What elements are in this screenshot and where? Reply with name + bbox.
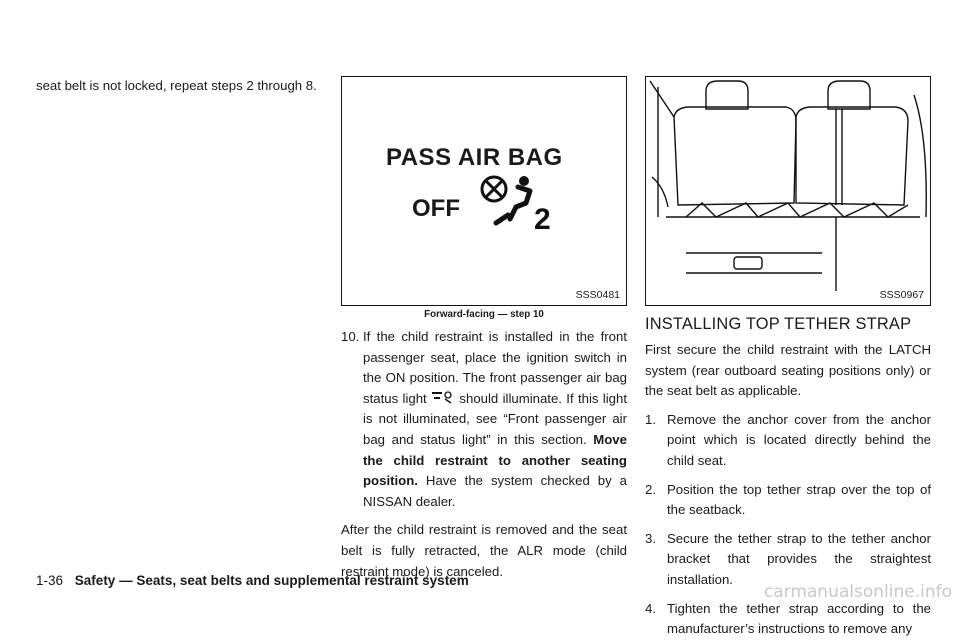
step-number: 1. <box>645 411 656 427</box>
step-number: 10. <box>341 329 360 344</box>
page-number: 1-36 <box>36 573 64 588</box>
step-text: Tighten the tether strap according to the manufacturer’s instructions to remove any <box>667 600 931 637</box>
figure-rear-seat-anchor <box>645 76 931 306</box>
figure-code: SSS0481 <box>575 289 620 301</box>
column-middle <box>341 327 627 582</box>
step-text: Remove the anchor cover from the anchor point which is located directly behind the child seat. <box>667 411 931 468</box>
step-1 <box>645 410 931 472</box>
step-4 <box>645 599 931 640</box>
step-text: should illuminate. If this light is not illuminated, see “Front passenger air bag and status light” in this section. <box>363 390 628 447</box>
paragraph-continuation: seat belt is not locked, repeat steps 2 through 8. <box>36 78 317 93</box>
figure-label-off: OFF <box>412 195 460 222</box>
figure-code: SSS0967 <box>879 289 924 301</box>
step-number: 3. <box>645 530 656 546</box>
step-warning: Move the child restraint to another seating position. <box>363 431 627 489</box>
step-text: Secure the tether strap to the tether anchor bracket that provides the straightest installation. <box>667 530 931 587</box>
step-10 <box>341 327 627 512</box>
footer-section-title: Safety — Seats, seat belts and supplemental restraint system <box>74 573 469 588</box>
svg-text:2: 2 <box>534 203 551 233</box>
step-2 <box>645 480 931 521</box>
passenger-airbag-status-light-icon <box>431 391 455 404</box>
column-left <box>36 0 322 97</box>
figure-pass-air-bag-off <box>341 76 627 306</box>
paragraph-alr-cancel: After the child restraint is removed and the seat belt is fully retracted, the ALR mode (child restraint mode) is canceled. <box>341 522 627 579</box>
step-text: Have the system checked by a NISSAN dealer. <box>363 473 627 509</box>
step-number: 4. <box>645 600 656 616</box>
watermark: carmanualsonline.info <box>763 582 952 602</box>
figure-label-pass-air-bag: PASS AIR BAG <box>386 144 563 171</box>
section-intro: First secure the child restraint with the LATCH system (rear outboard seating positions only) or the seat belt as applicable. <box>645 342 931 399</box>
airbag-off-icon <box>478 173 568 233</box>
section-heading: INSTALLING TOP TETHER STRAP <box>645 315 912 333</box>
figure-caption: Forward-facing — step 10 <box>424 309 544 320</box>
step-text: If the child restraint is installed in the front passenger seat, place the ignition switch in the ON position. The front passenger air bag status light <box>363 329 627 406</box>
page-footer <box>36 573 469 588</box>
step-text: Position the top tether strap over the top of the seatback. <box>667 481 931 518</box>
step-number: 2. <box>645 481 656 497</box>
rear-seat-illustration <box>646 77 930 291</box>
